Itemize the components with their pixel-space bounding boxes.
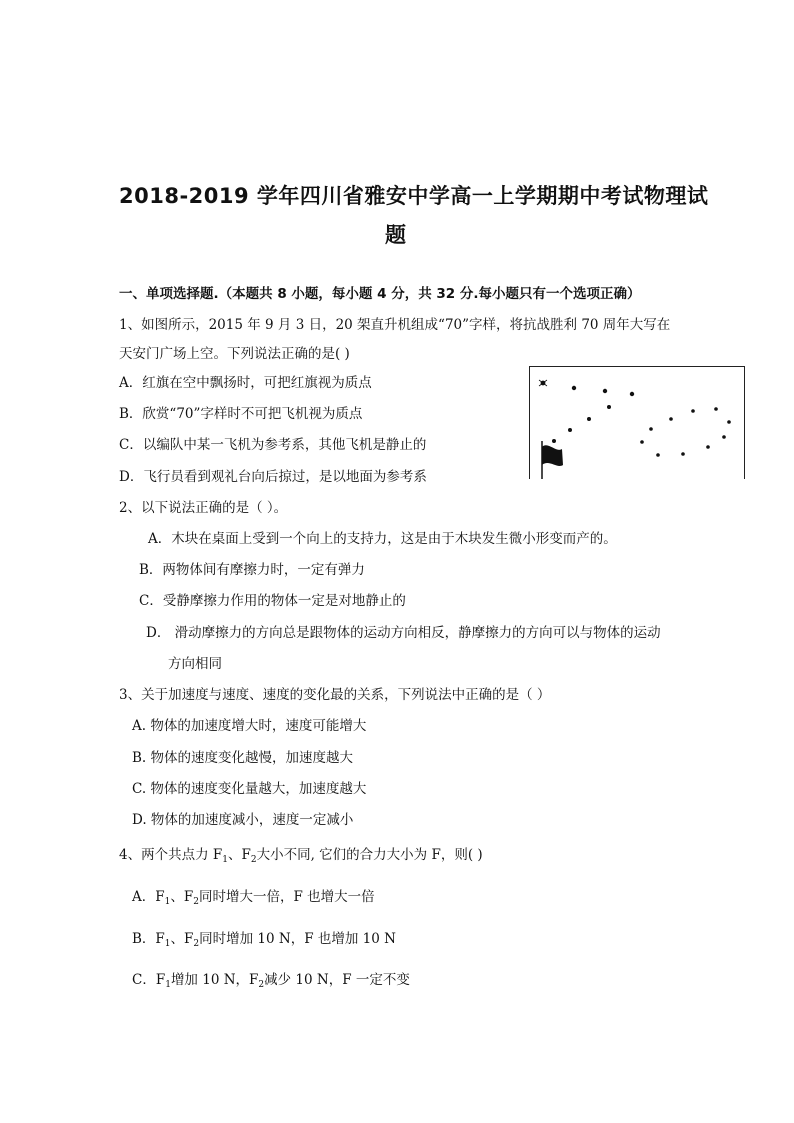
q3-option-a: A. 物体的加速度增大时，速度可能增大 [132,718,367,734]
q2-option-b: B．两物体间有摩擦力时，一定有弹力 [139,562,365,578]
helicopter-formation-illustration [530,367,744,479]
section-heading: 一、单项选择题.（本题共 8 小题，每小题 4 分，共 32 分.每小题只有一个选项正确） [119,286,641,302]
red-flag-icon [542,441,563,479]
q3-option-c: C. 物体的速度变化量越大，加速度越大 [132,781,367,797]
q3-stem: 3、关于加速度与速度、速度的变化最的关系，下列说法中正确的是（ ） [119,687,551,703]
q1-option-c: C．以编队中某一飞机为参考系，其他飞机是静止的 [119,437,427,453]
q4-option-b: B．$F_1$、$F_2$同时增加 10 N，F 也增加 10 N [132,931,396,949]
page-title-line2: 题 [385,223,407,247]
q1-option-d: D．飞行员看到观礼台向后掠过，是以地面为参考系 [119,469,427,485]
q4-stem: 4、两个共点力 $F_1$、$F_2$大小不同, 它们的合力大小为 F，则( ) [119,847,483,865]
q1-option-b: B．欣赏“70”字样时不可把飞机视为质点 [119,406,363,422]
q3-option-b: B. 物体的速度变化越慢，加速度越大 [132,750,354,766]
q2-option-a: A．木块在桌面上受到一个向上的支持力，这是由于木块发生微小形变而产的。 [148,531,617,547]
q1-option-a: A．红旗在空中飘扬时，可把红旗视为质点 [119,375,372,391]
q2-option-c: C．受静摩擦力作用的物体一定是对地静止的 [139,593,406,609]
q2-stem: 2、以下说法正确的是（ ）。 [119,500,288,516]
page-title-line1: 2018-2019 学年四川省雅安中学高一上学期期中考试物理试 [119,184,709,208]
q1-stem-line2: 天安门广场上空。下列说法正确的是( ) [119,346,350,362]
q2-option-d-line1: D． 滑动摩擦力的方向总是跟物体的运动方向相反，静摩擦力的方向可以与物体的运动 [146,625,661,641]
q2-option-d-line2: 方向相同 [168,656,222,672]
helicopter-dots [539,380,731,457]
q4-option-a: A．$F_1$、$F_2$同时增大一倍，F 也增大一倍 [132,889,375,907]
q1-stem-line1: 1、如图所示，2015 年 9 月 3 日，20 架直升机组成“70”字样，将抗战胜利 70 周年大写在 [119,317,671,333]
q1-figure-helicopter-formation [529,366,745,479]
q3-option-d: D. 物体的加速度减小，速度一定减小 [132,812,354,828]
q4-option-c: C．$F_1$增加 10 N，$F_2$减少 10 N，F 一定不变 [132,972,410,990]
